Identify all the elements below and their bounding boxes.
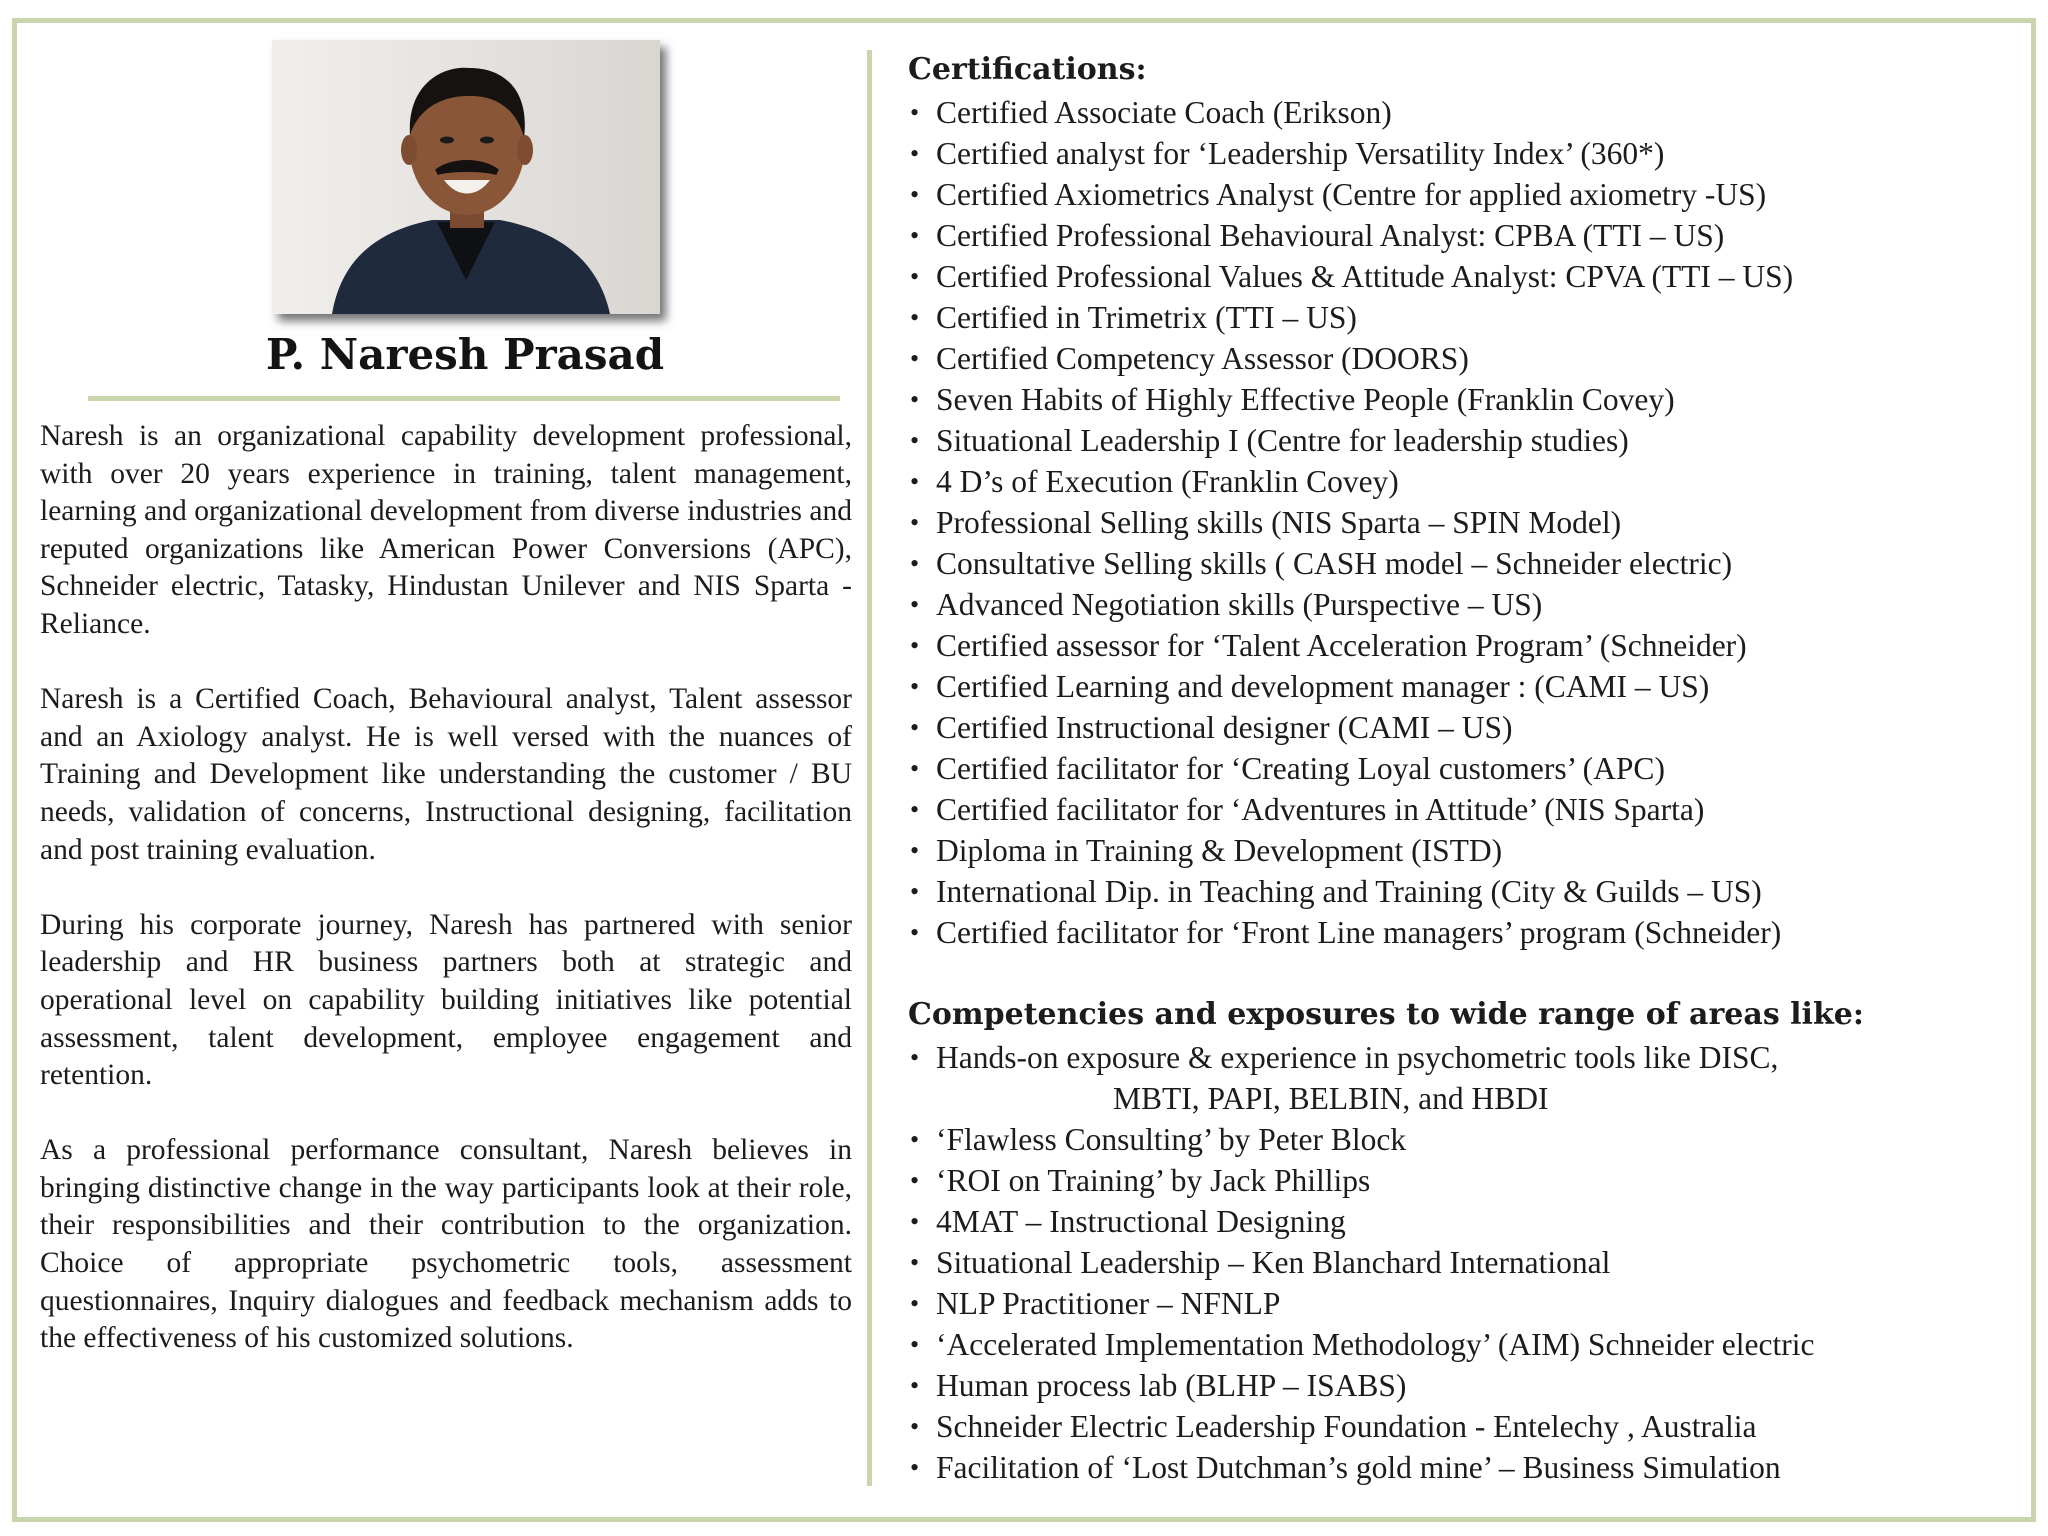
bio-section	[40, 418, 852, 1358]
competency-item: • 4MAT – Instructional Designing	[908, 1201, 2028, 1242]
competency-item: • ‘ROI on Training’ by Jack Phillips	[908, 1160, 2028, 1201]
competency-item-continuation: MBTI, PAPI, BELBIN, and HBDI	[1113, 1081, 1549, 1116]
certification-item: • Situational Leadership I (Centre for leadership studies)	[908, 420, 2028, 461]
certification-item: • Certified facilitator for ‘Adventures in Attitude’ (NIS Sparta)	[908, 789, 2028, 830]
certification-item: • Certified Instructional designer (CAMI – US)	[908, 707, 2028, 748]
name-underline	[88, 396, 840, 401]
competency-item: • Schneider Electric Leadership Foundation - Entelechy , Australia	[908, 1406, 2028, 1447]
competency-item: • Hands-on exposure & experience in psychometric tools like DISC,	[908, 1037, 2028, 1078]
competencies-list-rest	[908, 1119, 2028, 1488]
certification-item: • Professional Selling skills (NIS Sparta – SPIN Model)	[908, 502, 2028, 543]
certification-item: • Certified Competency Assessor (DOORS)	[908, 338, 2028, 379]
bio-paragraph: During his corporate journey, Naresh has partnered with senior leadership and HR business partners both at strategic and operational level on capability building initiatives like potential assessment, talent development, employee engagement and retention.	[40, 908, 852, 1092]
qualifications-column	[908, 48, 2028, 1488]
certifications-heading: Certifications:	[908, 52, 1147, 87]
certification-item: • Certified Axiometrics Analyst (Centre for applied axiometry -US)	[908, 174, 2028, 215]
competency-item: • NLP Practitioner – NFNLP	[908, 1283, 2028, 1324]
certification-item: • Certified analyst for ‘Leadership Versatility Index’ (360*)	[908, 133, 2028, 174]
competency-item: • Human process lab (BLHP – ISABS)	[908, 1365, 2028, 1406]
certification-item: • Certified facilitator for ‘Creating Loyal customers’ (APC)	[908, 748, 2028, 789]
certifications-list	[908, 92, 2028, 953]
certification-item: • Certified Professional Behavioural Analyst: CPBA (TTI – US)	[908, 215, 2028, 256]
certification-item: • Consultative Selling skills ( CASH model – Schneider electric)	[908, 543, 2028, 584]
competency-item: • Situational Leadership – Ken Blanchard International	[908, 1242, 2028, 1283]
competency-item: • ‘Flawless Consulting’ by Peter Block	[908, 1119, 2028, 1160]
certification-item: • International Dip. in Teaching and Training (City & Guilds – US)	[908, 871, 2028, 912]
certification-item: • Advanced Negotiation skills (Purspective – US)	[908, 584, 2028, 625]
competency-item: • ‘Accelerated Implementation Methodology’ (AIM) Schneider electric	[908, 1324, 2028, 1365]
profile-photo	[272, 40, 660, 314]
certification-item: • Certified Professional Values & Attitude Analyst: CPVA (TTI – US)	[908, 256, 2028, 297]
certification-item: • Seven Habits of Highly Effective People (Franklin Covey)	[908, 379, 2028, 420]
bio-paragraph: Naresh is a Certified Coach, Behavioural analyst, Talent assessor and an Axiology analyst. He is well versed with the nuances of Training and Development like understanding the customer / BU needs, validation of concerns, Instructional designing, facilitation and post training evaluation.	[40, 683, 852, 866]
competencies-list	[908, 1037, 2028, 1078]
bio-paragraph: As a professional performance consultant, Naresh believes in bringing distinctive change in the way participants look at their role, their responsibilities and their contribution to the organization. Choice of appropriate psychometric tools, assessment questionnaires, Inquiry dialogues and feedback mechanism adds to the effectiveness of his customized solutions.	[40, 1134, 852, 1355]
certification-item: • Diploma in Training & Development (ISTD)	[908, 830, 2028, 871]
competencies-heading: Competencies and exposures to wide range of areas like:	[908, 997, 1864, 1032]
certification-item: • Certified Learning and development manager : (CAMI – US)	[908, 666, 2028, 707]
certification-item: • Certified in Trimetrix (TTI – US)	[908, 297, 2028, 338]
certification-item: • Certified Associate Coach (Erikson)	[908, 92, 2028, 133]
bio-paragraph: Naresh is an organizational capability development professional, with over 20 years experience in training, talent management, learning and organizational development from diverse industries and reputed organizations like American Power Conversions (APC), Schneider electric, Tatasky, Hindustan Unilever and NIS Sparta - Reliance.	[40, 420, 852, 640]
certification-item: • 4 D’s of Execution (Franklin Covey)	[908, 461, 2028, 502]
certification-item: • Certified facilitator for ‘Front Line managers’ program (Schneider)	[908, 912, 2028, 953]
column-divider	[867, 50, 872, 1486]
certification-item: • Certified assessor for ‘Talent Acceleration Program’ (Schneider)	[908, 625, 2028, 666]
person-name: P. Naresh Prasad	[265, 330, 665, 379]
competency-item: • Facilitation of ‘Lost Dutchman’s gold mine’ – Business Simulation	[908, 1447, 2028, 1488]
